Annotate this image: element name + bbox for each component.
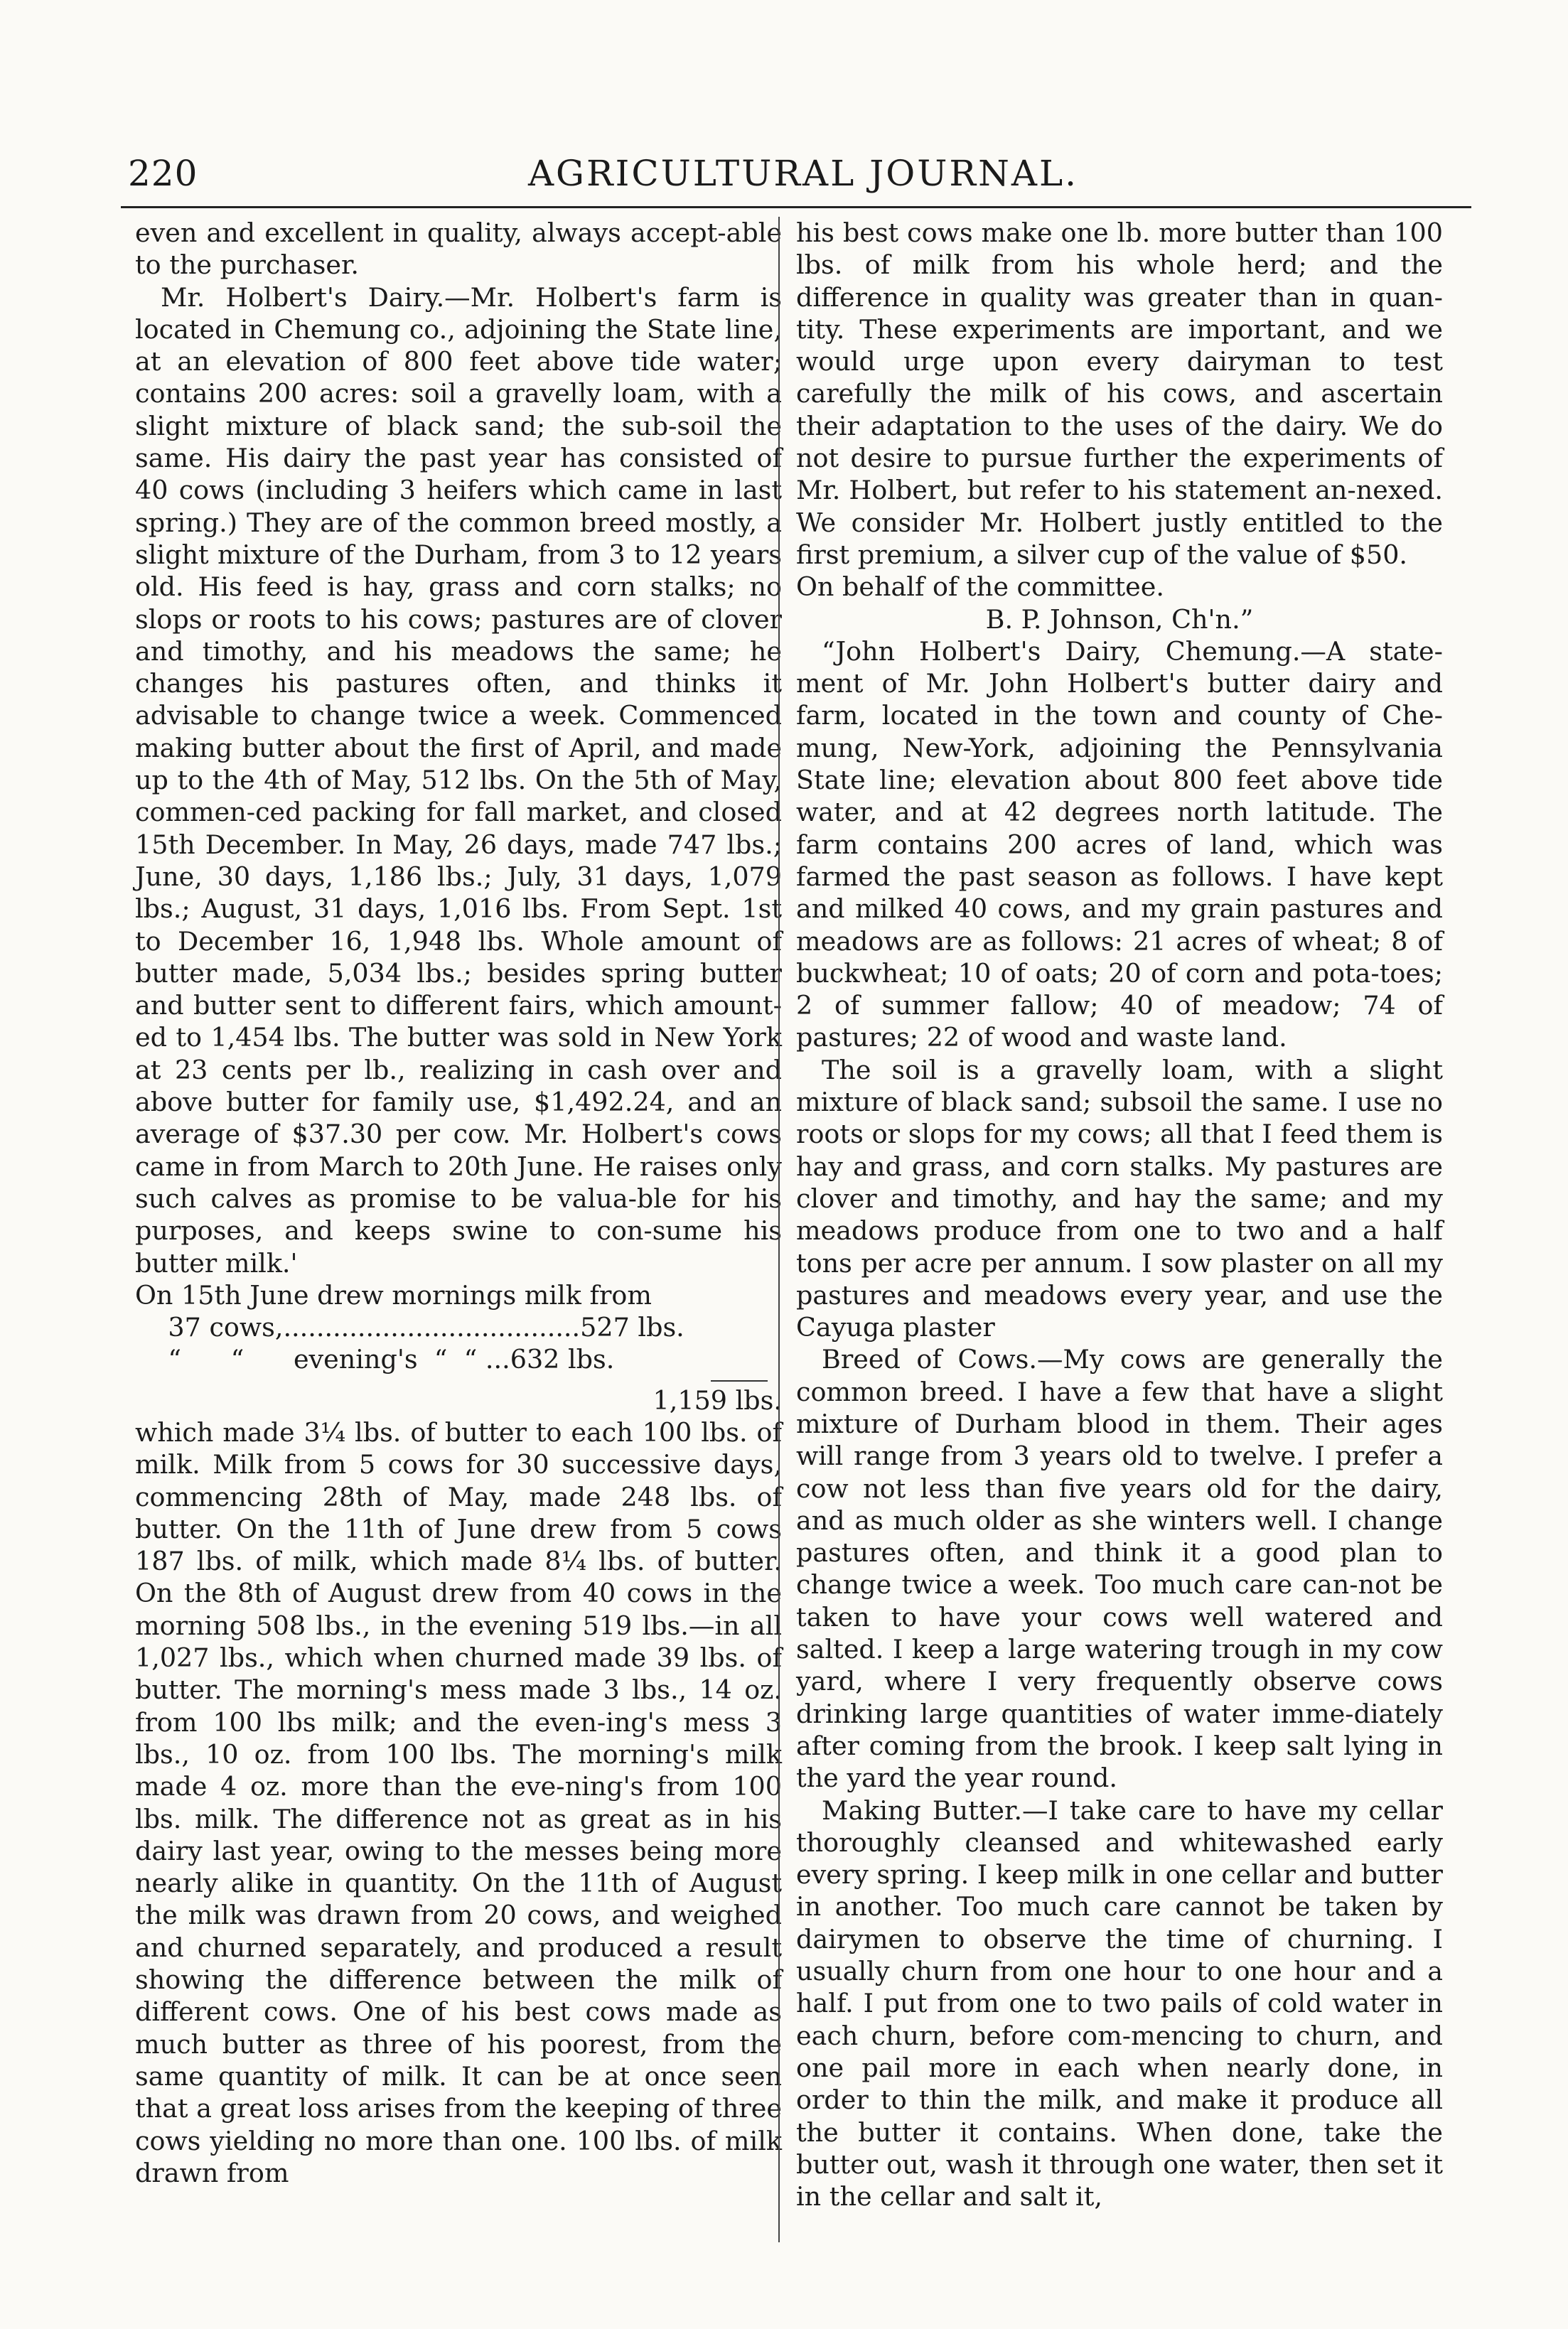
header-rule	[121, 206, 1471, 208]
committee-line: On behalf of the committee.	[796, 571, 1164, 603]
milk-record-total: 1,159 lbs.	[653, 1384, 782, 1416]
milk-record-intro: On 15th June drew mornings milk from	[135, 1279, 653, 1311]
right-column	[796, 217, 1443, 2212]
paragraph-making-butter: Making Butter.—I take care to have my cellar thoroughly cleansed and whitewashed early every spring. I keep milk in one cellar and butter in another. Too much care cannot be taken by dairymen to observe the time of churning. I usually churn from one hour to one hour and a half. I put from one to two pails of cold water in each churn, before com-mencing to churn, and one pail more in each when nearly done, in order to thin the milk, and make it produce all the butter it contains. When done, take the butter out, wash it through one water, then set it in the cellar and salt it,	[796, 1795, 1443, 2212]
page-number: 220	[128, 153, 198, 194]
signature: B. P. Johnson, Ch'n.”	[985, 603, 1254, 635]
paragraph: his best cows make one lb. more butter than 100 lbs. of milk from his whole herd; and the difference in quality was greater than in quan-tity. These experiments are important, and we would urge upon every dairyman to test carefully the milk of his cows, and ascertain their adaptation to the uses of the dairy. We do not desire to pursue further the experiments of Mr. Holbert, but refer to his statement an-nexed. We consider Mr. Holbert justly entitled to the first premium, a silver cup of the value of $50.	[796, 217, 1443, 570]
running-title: AGRICULTURAL JOURNAL.	[527, 153, 1079, 194]
column-divider	[778, 217, 780, 2242]
paragraph-holbert-dairy: Mr. Holbert's Dairy.—Mr. Holbert's farm is located in Chemung co., adjoining the State line, at an elevation of 800 feet above tide water; contains 200 acres: soil a gravelly loam, with a slight mixture of black sand; the sub-soil the same. His dairy the past year has consisted of 40 cows (including 3 heifers which came in last spring.) They are of the common breed mostly, a slight mixture of the Durham, from 3 to 12 years old. His feed is hay, grass and corn stalks; no slops or roots to his cows; pastures are of clover and timothy, and his meadows the same; he changes his pastures often, and thinks it advisable to change twice a week. Commenced making butter about the first of April, and made up to the 4th of May, 512 lbs. On the 5th of May, commen-ced packing for fall market, and closed 15th December. In May, 26 days, made 747 lbs.; June, 30 days, 1,186 lbs.; July, 31 days, 1,079 lbs.; August, 31 days, 1,016 lbs. From Sept. 1st to December 16, 1,948 lbs. Whole amount of butter made, 5,034 lbs.; besides spring butter and butter sent to different fairs, which amount-ed to 1,454 lbs. The butter was sold in New York at 23 cents per lb., realizing in cash over and above butter for family use, $1,492.24, and an average of $37.30 per cow. Mr. Holbert's cows came in from March to 20th June. He raises only such calves as promise to be valua-ble for his purposes, and keeps swine to con-sume his butter milk.'	[135, 281, 782, 1279]
left-column	[135, 217, 782, 2189]
paragraph: even and excellent in quality, always accept-able to the purchaser.	[135, 217, 782, 281]
paragraph: which made 3¼ lbs. of butter to each 100 lbs. of milk. Milk from 5 cows for 30 successive days, commencing 28th of May, made 248 lbs. of butter. On the 11th of June drew from 5 cows 187 lbs. of milk, which made 8¼ lbs. of butter. On the 8th of August drew from 40 cows in the morning 508 lbs., in the evening 519 lbs.—in all 1,027 lbs., which when churned made 39 lbs. of butter. The morning's mess made 3 lbs., 14 oz. from 100 lbs milk; and the even-ing's mess 3 lbs., 10 oz. from 100 lbs. The morning's milk made 4 oz. more than the eve-ning's from 100 lbs. milk. The difference not as great as in his dairy last year, owing to the messes being more nearly alike in quantity. On the 11th of August the milk was drawn from 20 cows, and weighed and churned separately, and produced a result showing the difference between the milk of different cows. One of his best cows made as much butter as three of his poorest, from the same quantity of milk. It can be at once seen that a great loss arises from the keeping of three cows yielding no more than one. 100 lbs. of milk drawn from	[135, 1416, 782, 2188]
sum-rule	[711, 1380, 768, 1382]
milk-record-morning: 37 cows,....................................527 lbs.	[135, 1312, 684, 1343]
paragraph-statement: “John Holbert's Dairy, Chemung.—A state-ment of Mr. John Holbert's butter dairy and farm, located in the town and county of Che-mung, New-York, adjoining the Pennsylvania State line; elevation about 800 feet above tide water, and at 42 degrees north latitude. The farm contains 200 acres of land, which was farmed the past season as follows. I have kept and milked 40 cows, and my grain pastures and meadows are as follows: 21 acres of wheat; 8 of buckwheat; 10 of oats; 20 of corn and pota-toes; 2 of summer fallow; 40 of meadow; 74 of pastures; 22 of wood and waste land.	[796, 635, 1443, 1053]
paragraph-breed-of-cows: Breed of Cows.—My cows are generally the common breed. I have a few that have a slight mixture of Durham blood in them. Their ages will range from 3 years old to twelve. I prefer a cow not less than five years old for the dairy, and as much older as she winters well. I change pastures often, and think it a good plan to change twice a week. Too much care can-not be taken to have your cows well watered and salted. I keep a large watering trough in my cow yard, where I very frequently observe cows drinking large quantities of water imme-diately after coming from the brook. I keep salt lying in the yard the year round.	[796, 1344, 1443, 1794]
paragraph-soil: The soil is a gravelly loam, with a slight mixture of black sand; subsoil the same. I use no roots or slops for my cows; all that I feed them is hay and grass, and corn stalks. My pastures are clover and timothy, and hay the same; and my meadows produce from one to two and a half tons per acre per annum. I sow plaster on all my pastures and meadows every year, and use the Cayuga plaster	[796, 1054, 1443, 1343]
page-header	[128, 153, 1478, 203]
milk-record-evening: “ “ evening's “ “ ...632 lbs.	[135, 1344, 615, 1375]
